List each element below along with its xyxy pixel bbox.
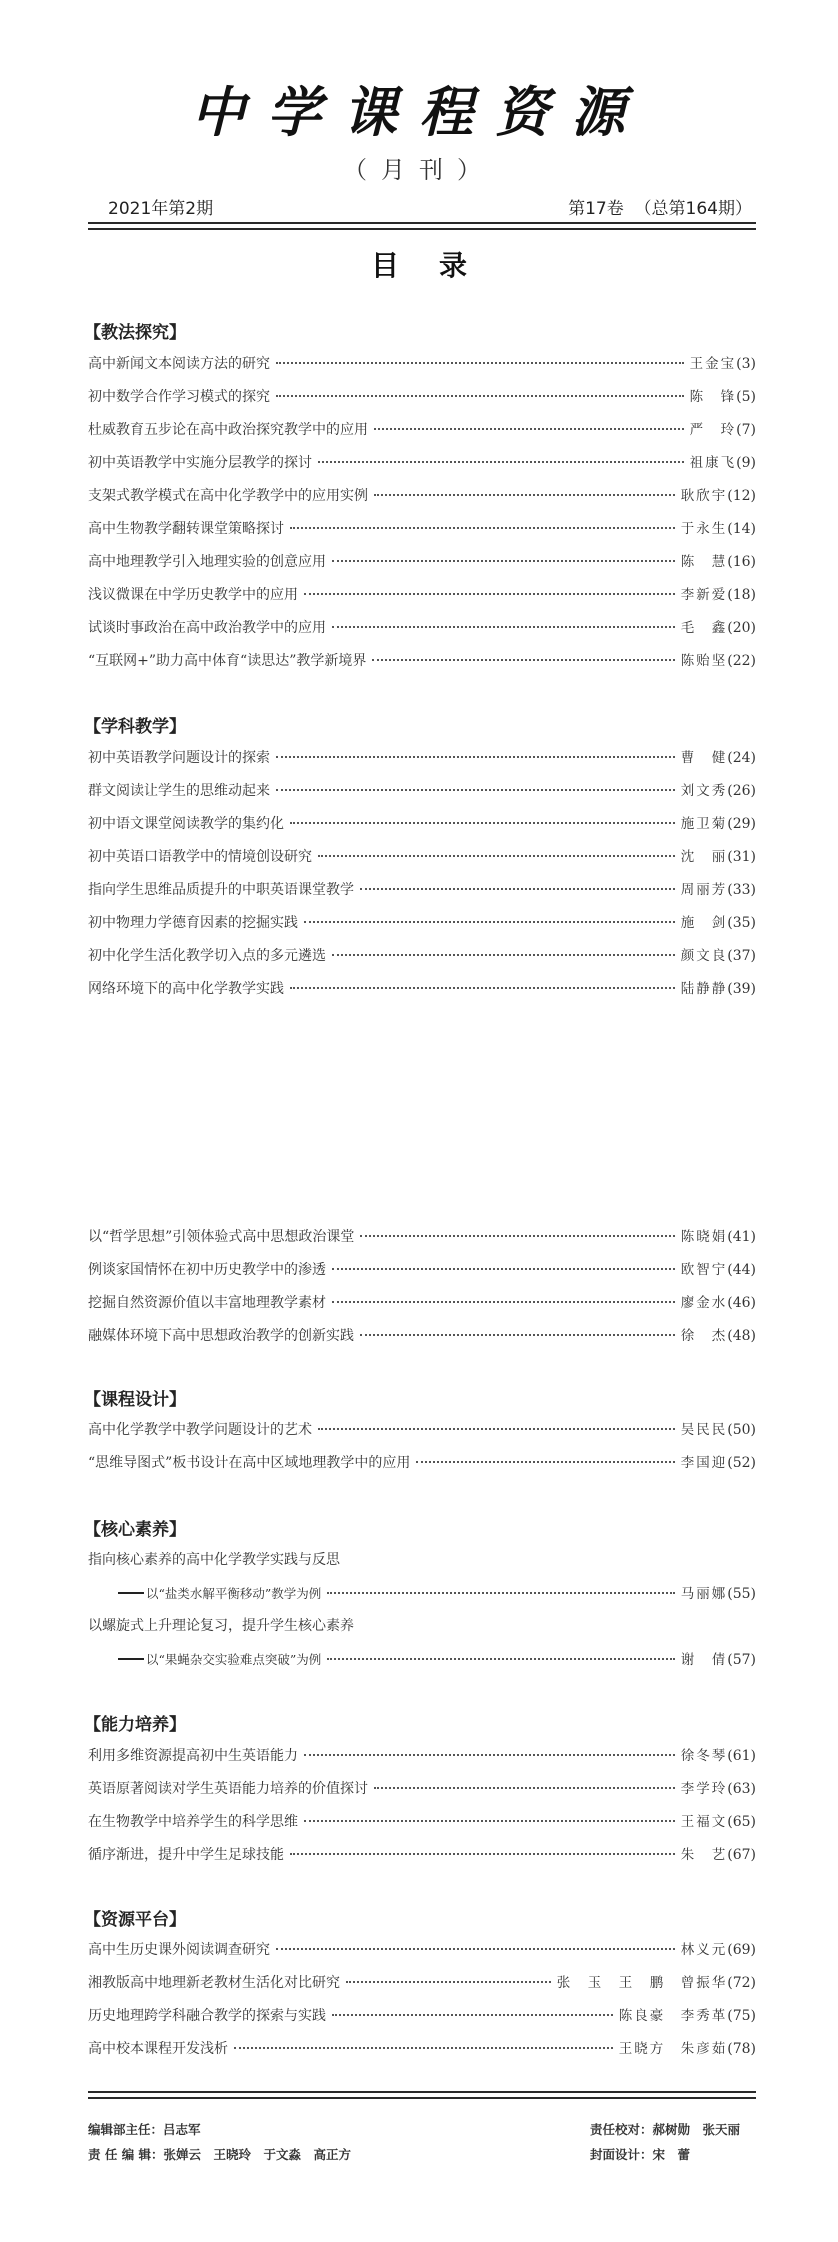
dot-leader <box>318 1428 675 1430</box>
toc-entry[interactable] <box>88 977 756 1001</box>
entry-author: 曹 健 <box>680 750 728 766</box>
entry-subtitle: 以“果蝇杂交实验难点突破”为例 <box>146 1652 322 1667</box>
entry-page: (50) <box>727 1422 756 1438</box>
entry-author: 李国迎 <box>680 1455 728 1471</box>
entry-author: 刘文秀 <box>680 783 728 799</box>
toc-entry[interactable] <box>88 517 756 541</box>
entry-author: 严 玲 <box>689 422 737 438</box>
toc-entry[interactable] <box>88 1843 756 1867</box>
entry-author: 林义元 <box>680 1942 728 1958</box>
dot-leader <box>290 1853 675 1855</box>
dot-leader <box>290 987 675 989</box>
toc-entry[interactable] <box>88 845 756 869</box>
entry-title: 支架式教学模式在高中化学教学中的应用实例 <box>88 488 368 504</box>
entry-title: 初中英语教学问题设计的探索 <box>88 750 270 766</box>
entry-page: (55) <box>727 1586 756 1602</box>
entry-title: 初中语文课堂阅读教学的集约化 <box>88 816 284 832</box>
toc-entry[interactable] <box>88 649 756 673</box>
dot-leader <box>374 428 684 430</box>
entry-author: 陈良豪 李秀革 <box>618 2008 728 2024</box>
dot-leader <box>234 2047 613 2049</box>
dot-leader <box>332 560 675 562</box>
toc-entry[interactable] <box>88 1451 756 1475</box>
entry-title: 英语原著阅读对学生英语能力培养的价值探讨 <box>88 1781 368 1797</box>
entry-title: 循序渐进，提升中学生足球技能 <box>88 1847 284 1863</box>
toc-entry[interactable] <box>88 418 756 442</box>
dot-leader <box>372 659 674 661</box>
dot-leader <box>290 822 675 824</box>
em-dash <box>118 1592 144 1594</box>
dot-leader <box>290 527 675 529</box>
entry-author: 欧智宁 <box>680 1262 728 1278</box>
toc-entry[interactable] <box>88 812 756 836</box>
entry-author: 陆静静 <box>680 981 728 997</box>
entry-title: 高中新闻文本阅读方法的研究 <box>88 356 270 372</box>
entry-page: (3) <box>736 356 756 372</box>
entry-page: (16) <box>727 554 756 570</box>
entry-author: 马丽娜 <box>680 1586 728 1602</box>
entry-author: 徐 杰 <box>680 1328 728 1344</box>
dot-leader <box>360 1235 674 1237</box>
entry-page: (37) <box>727 948 756 964</box>
entry-page: (29) <box>727 816 756 832</box>
entry-title: 试谈时事政治在高中政治教学中的应用 <box>88 620 326 636</box>
entry-title: 高中化学教学中教学问题设计的艺术 <box>88 1422 312 1438</box>
toc-entry[interactable] <box>88 746 756 770</box>
entry-title: 在生物教学中培养学生的科学思维 <box>88 1814 298 1830</box>
entry-author: 廖金水 <box>680 1295 728 1311</box>
dot-leader <box>374 1787 675 1789</box>
entry-page: (72) <box>727 1975 756 1991</box>
chief-editor-credit: 编辑部主任：吕志军 <box>88 2122 201 2137</box>
journal-frequency: （月刊） <box>343 156 495 184</box>
section-heading: 【教法探究】 <box>84 323 186 343</box>
toc-entry[interactable] <box>88 911 756 935</box>
entry-page: (33) <box>727 882 756 898</box>
toc-entry[interactable] <box>88 583 756 607</box>
section-heading: 【资源平台】 <box>84 1910 186 1930</box>
header-divider <box>88 222 756 230</box>
journal-masthead-title: 中学课程资源 <box>191 80 647 144</box>
entry-title: 初中物理力学德育因素的挖掘实践 <box>88 915 298 931</box>
footer-divider <box>88 2091 756 2099</box>
toc-entry[interactable] <box>88 1225 756 1249</box>
entry-title: 历史地理跨学科融合教学的探索与实践 <box>88 2008 326 2024</box>
entry-title: 利用多维资源提高初中生英语能力 <box>88 1748 298 1764</box>
dot-leader <box>332 1268 675 1270</box>
entry-page: (24) <box>727 750 756 766</box>
entry-author: 王福文 <box>680 1814 728 1830</box>
entry-page: (52) <box>727 1455 756 1471</box>
em-dash <box>118 1658 144 1660</box>
entry-title: 群文阅读让学生的思维动起来 <box>88 783 270 799</box>
toc-entry[interactable] <box>88 385 756 409</box>
dot-leader <box>327 1658 674 1660</box>
entry-author: 祖康飞 <box>689 455 737 471</box>
dot-leader <box>304 1754 675 1756</box>
toc-entry[interactable] <box>88 1777 756 1801</box>
entry-title: 杜威教育五步论在高中政治探究教学中的应用 <box>88 422 368 438</box>
dot-leader <box>332 626 675 628</box>
entry-page: (48) <box>727 1328 756 1344</box>
toc-entry[interactable] <box>88 1938 756 1962</box>
toc-entry[interactable] <box>88 1291 756 1315</box>
toc-entry-title-line[interactable] <box>88 1549 756 1573</box>
volume-info: 第17卷 （总第164期） <box>568 199 752 219</box>
entry-author: 毛 鑫 <box>680 620 728 636</box>
section-heading: 【能力培养】 <box>84 1715 186 1735</box>
entry-author: 陈 锋 <box>689 389 737 405</box>
entry-author: 施 剑 <box>680 915 728 931</box>
entry-author: 陈晓娟 <box>680 1229 728 1245</box>
entry-title: 浅议微课在中学历史教学中的应用 <box>88 587 298 603</box>
entry-title: 湘教版高中地理新老教材生活化对比研究 <box>88 1975 340 1991</box>
entry-page: (75) <box>727 2008 756 2024</box>
section-heading: 【学科教学】 <box>84 717 186 737</box>
dot-leader <box>332 2014 613 2016</box>
dot-leader <box>276 1948 675 1950</box>
entry-page: (41) <box>727 1229 756 1245</box>
toc-entry[interactable] <box>88 451 756 475</box>
dot-leader <box>374 494 675 496</box>
entry-title: 网络环境下的高中化学教学实践 <box>88 981 284 997</box>
issue-date: 2021年第2期 <box>108 199 214 219</box>
entry-page: (44) <box>727 1262 756 1278</box>
entry-page: (35) <box>727 915 756 931</box>
entry-title: 融媒体环境下高中思想政治教学的创新实践 <box>88 1328 354 1344</box>
entry-author: 李学玲 <box>680 1781 728 1797</box>
entry-author: 吴民民 <box>680 1422 728 1438</box>
proofreaders-credit: 责任校对：郝树勋 张天丽 <box>590 2122 741 2137</box>
entry-page: (39) <box>727 981 756 997</box>
toc-entry[interactable] <box>88 2037 756 2061</box>
entry-title: 例谈家国情怀在初中历史教学中的渗透 <box>88 1262 326 1278</box>
toc-entry[interactable] <box>88 779 756 803</box>
entry-author: 张 玉 王 鹏 曾振华 <box>556 1975 728 1991</box>
entry-title: 指向核心素养的高中化学教学实践与反思 <box>88 1552 340 1568</box>
dot-leader <box>332 1301 675 1303</box>
entry-author: 颜文良 <box>680 948 728 964</box>
entry-page: (63) <box>727 1781 756 1797</box>
dot-leader <box>327 1592 674 1594</box>
entry-author: 陈 慧 <box>680 554 728 570</box>
editors-credit: 责 任 编 辑：张婵云 王晓玲 于文淼 高正方 <box>88 2147 352 2162</box>
dot-leader <box>276 362 684 364</box>
dot-leader <box>304 593 675 595</box>
toc-entry[interactable] <box>88 352 756 376</box>
toc-entry[interactable] <box>88 550 756 574</box>
dot-leader <box>276 395 684 397</box>
entry-page: (20) <box>727 620 756 636</box>
entry-page: (5) <box>736 389 756 405</box>
entry-title: 初中英语教学中实施分层教学的探讨 <box>88 455 312 471</box>
toc-entry-subtitle-line[interactable] <box>118 1648 756 1672</box>
cover-design-credit: 封面设计：宋 蕾 <box>590 2147 691 2162</box>
entry-page: (67) <box>727 1847 756 1863</box>
entry-page: (78) <box>727 2041 756 2057</box>
dot-leader <box>416 1461 674 1463</box>
entry-author: 王金宝 <box>689 356 737 372</box>
entry-author: 于永生 <box>680 521 728 537</box>
dot-leader <box>332 954 675 956</box>
entry-author: 朱 艺 <box>680 1847 728 1863</box>
entry-title: 指向学生思维品质提升的中职英语课堂教学 <box>88 882 354 898</box>
entry-author: 陈贻坚 <box>680 653 728 669</box>
entry-author: 谢 倩 <box>680 1652 728 1668</box>
entry-page: (69) <box>727 1942 756 1958</box>
entry-page: (9) <box>736 455 756 471</box>
toc-entry[interactable] <box>88 1418 756 1442</box>
entry-title: “思维导图式”板书设计在高中区域地理教学中的应用 <box>88 1455 411 1471</box>
entry-author: 沈 丽 <box>680 849 728 865</box>
entry-page: (46) <box>727 1295 756 1311</box>
entry-page: (22) <box>727 653 756 669</box>
entry-author: 周丽芳 <box>680 882 728 898</box>
dot-leader <box>360 888 675 890</box>
entry-title: 初中数学合作学习模式的探究 <box>88 389 270 405</box>
entry-title: “互联网+”助力高中体育“读思达”教学新境界 <box>88 653 367 669</box>
dot-leader <box>276 789 675 791</box>
entry-title: 初中化学生活化教学切入点的多元遴选 <box>88 948 326 964</box>
entry-author: 施卫菊 <box>680 816 728 832</box>
entry-title: 高中生物教学翻转课堂策略探讨 <box>88 521 284 537</box>
toc-entry-title-line[interactable] <box>88 1615 756 1639</box>
toc-entry[interactable] <box>88 2004 756 2028</box>
entry-author: 王晓方 朱彦茹 <box>618 2041 728 2057</box>
toc-heading: 目录 <box>370 249 507 282</box>
toc-entry[interactable] <box>88 1810 756 1834</box>
entry-page: (26) <box>727 783 756 799</box>
entry-page: (61) <box>727 1748 756 1764</box>
entry-author: 李新爱 <box>680 587 728 603</box>
dot-leader <box>276 756 675 758</box>
entry-title: 挖掘自然资源价值以丰富地理教学素材 <box>88 1295 326 1311</box>
toc-entry[interactable] <box>88 944 756 968</box>
section-heading: 【课程设计】 <box>84 1390 186 1410</box>
toc-entry[interactable] <box>88 1324 756 1348</box>
entry-title: 高中生历史课外阅读调查研究 <box>88 1942 270 1958</box>
dot-leader <box>360 1334 675 1336</box>
toc-entry[interactable] <box>88 1744 756 1768</box>
entry-title: 以螺旋式上升理论复习，提升学生核心素养 <box>88 1618 354 1634</box>
entry-page: (65) <box>727 1814 756 1830</box>
toc-entry[interactable] <box>88 1258 756 1282</box>
entry-author: 耿欣宇 <box>680 488 728 504</box>
entry-title: 高中地理教学引入地理实验的创意应用 <box>88 554 326 570</box>
entry-title: 以“哲学思想”引领体验式高中思想政治课堂 <box>88 1229 355 1245</box>
entry-page: (31) <box>727 849 756 865</box>
toc-entry[interactable] <box>88 484 756 508</box>
entry-title: 高中校本课程开发浅析 <box>88 2041 228 2057</box>
entry-page: (14) <box>727 521 756 537</box>
entry-page: (12) <box>727 488 756 504</box>
dot-leader <box>304 921 675 923</box>
toc-entry[interactable] <box>88 616 756 640</box>
entry-subtitle: 以“盐类水解平衡移动”教学为例 <box>146 1586 322 1601</box>
dot-leader <box>304 1820 675 1822</box>
entry-title: 初中英语口语教学中的情境创设研究 <box>88 849 312 865</box>
dot-leader <box>346 1981 551 1983</box>
entry-page: (18) <box>727 587 756 603</box>
entry-author: 徐冬琴 <box>680 1748 728 1764</box>
section-heading: 【核心素养】 <box>84 1520 186 1540</box>
entry-page: (7) <box>736 422 756 438</box>
dot-leader <box>318 461 684 463</box>
dot-leader <box>318 855 675 857</box>
toc-entry[interactable] <box>88 878 756 902</box>
entry-page: (57) <box>727 1652 756 1668</box>
toc-entry[interactable] <box>88 1971 756 1995</box>
toc-entry-subtitle-line[interactable] <box>118 1582 756 1606</box>
